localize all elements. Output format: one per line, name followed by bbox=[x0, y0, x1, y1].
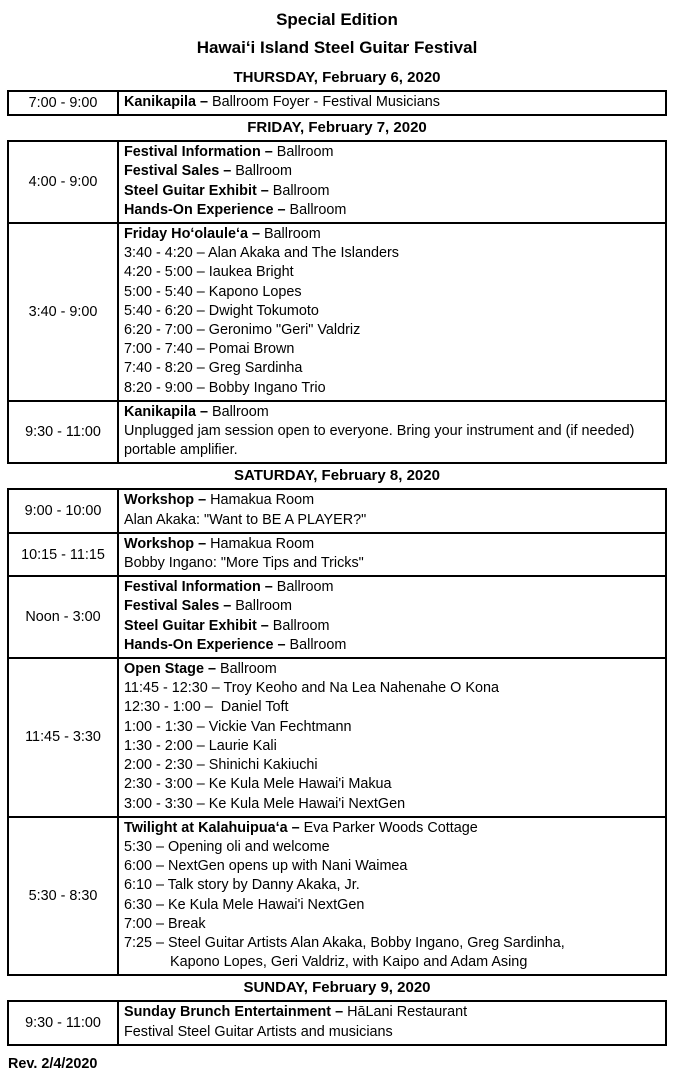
document-subtitle: Hawaiʻi Island Steel Guitar Festival bbox=[196, 38, 478, 57]
event-detail: 7:00 - 7:40 – Pomai Brown bbox=[124, 341, 295, 358]
event-line bbox=[124, 244, 661, 263]
event-line bbox=[124, 321, 661, 340]
schedule-row bbox=[8, 489, 666, 532]
event-line bbox=[124, 340, 661, 359]
event-line bbox=[124, 491, 661, 510]
event-detail: 11:45 - 12:30 – Troy Keoho and Na Lea Nahenahe O Kona bbox=[124, 680, 499, 697]
event-line bbox=[124, 756, 661, 775]
event-line bbox=[124, 775, 661, 794]
day-header: THURSDAY, February 6, 2020 bbox=[233, 69, 441, 86]
event-detail: Ballroom bbox=[231, 163, 292, 180]
event-line bbox=[124, 379, 661, 398]
revision-note: Rev. 2/4/2020 bbox=[8, 1055, 98, 1072]
event-detail: 6:20 - 7:00 – Geronimo "Geri" Valdriz bbox=[124, 322, 361, 339]
event-detail: 2:00 - 2:30 – Shinichi Kakiuchi bbox=[124, 757, 318, 774]
event-detail: Festival Steel Guitar Artists and musicians bbox=[124, 1023, 393, 1040]
event-line bbox=[124, 597, 661, 616]
event-line bbox=[124, 143, 661, 162]
schedule-row bbox=[8, 223, 666, 401]
schedule-row bbox=[8, 533, 666, 576]
event-cell bbox=[118, 1001, 666, 1044]
event-line bbox=[124, 182, 661, 201]
event-cell bbox=[118, 489, 666, 532]
event-detail: Alan Akaka: "Want to BE A PLAYER?" bbox=[124, 511, 367, 528]
event-detail: Kapono Lopes, Geri Valdriz, with Kaipo and Adam Asing bbox=[170, 954, 528, 971]
event-detail: Ballroom bbox=[272, 579, 334, 596]
event-detail: 2:30 - 3:00 – Ke Kula Mele Hawai'i Makua bbox=[124, 776, 392, 793]
event-detail: Bobby Ingano: "More Tips and Tricks" bbox=[124, 555, 364, 572]
event-line bbox=[124, 578, 661, 597]
event-line bbox=[124, 201, 661, 220]
event-detail: 8:20 - 9:00 – Bobby Ingano Trio bbox=[124, 379, 326, 396]
event-detail: Ballroom bbox=[272, 144, 334, 161]
event-cell bbox=[118, 576, 666, 658]
day-header: SATURDAY, February 8, 2020 bbox=[234, 467, 440, 485]
event-detail: 3:40 - 4:20 – Alan Akaka and The Islanders bbox=[124, 245, 399, 262]
event-detail: Unplugged jam session open to everyone. Bring your instrument and (if needed) bbox=[124, 423, 635, 440]
event-title: Kanikapila – bbox=[124, 403, 208, 420]
event-line bbox=[124, 660, 661, 679]
event-line bbox=[124, 162, 661, 181]
event-line bbox=[124, 737, 661, 756]
event-detail: 1:00 - 1:30 – Vickie Van Fechtmann bbox=[124, 718, 352, 735]
event-title: Hands-On Experience – bbox=[124, 201, 286, 218]
event-title: Workshop – bbox=[124, 535, 207, 552]
event-detail: Ballroom bbox=[268, 182, 330, 199]
event-title: Sunday Brunch Entertainment – bbox=[124, 1004, 344, 1021]
event-cell bbox=[118, 91, 666, 115]
schedule-table bbox=[7, 90, 667, 116]
event-detail: 6:00 – NextGen opens up with Nani Waimea bbox=[124, 858, 408, 875]
event-detail: Ballroom bbox=[215, 661, 277, 678]
event-line bbox=[124, 896, 661, 915]
schedule-days bbox=[7, 69, 667, 1046]
event-title: Festival Information – bbox=[124, 144, 273, 161]
event-detail: Ballroom bbox=[207, 403, 269, 420]
event-detail: 6:30 – Ke Kula Mele Hawai'i NextGen bbox=[124, 896, 365, 913]
event-detail: 12:30 - 1:00 – Daniel Toft bbox=[124, 699, 289, 716]
time-cell: 9:30 - 11:00 bbox=[8, 401, 118, 464]
event-line bbox=[124, 934, 661, 953]
event-detail: Ballroom bbox=[285, 201, 347, 218]
time-cell: 10:15 - 11:15 bbox=[8, 533, 118, 576]
event-cell bbox=[118, 401, 666, 464]
event-line bbox=[124, 535, 661, 554]
event-line bbox=[124, 718, 661, 737]
event-title: Open Stage – bbox=[124, 661, 216, 678]
event-detail: 4:20 - 5:00 – Iaukea Bright bbox=[124, 264, 294, 281]
time-cell: 4:00 - 9:00 bbox=[8, 141, 118, 223]
event-line bbox=[124, 915, 661, 934]
event-detail: 7:25 – Steel Guitar Artists Alan Akaka, Bobby Ingano, Greg Sardinha, bbox=[124, 934, 565, 951]
event-line bbox=[124, 795, 661, 814]
event-title: Festival Sales – bbox=[124, 163, 232, 180]
event-detail: Ballroom bbox=[268, 617, 330, 634]
event-detail: Ballroom bbox=[285, 636, 347, 653]
time-cell: 3:40 - 9:00 bbox=[8, 223, 118, 401]
event-detail: 7:40 - 8:20 – Greg Sardinha bbox=[124, 360, 303, 377]
schedule-row bbox=[8, 141, 666, 223]
event-line bbox=[124, 283, 661, 302]
event-line bbox=[124, 857, 661, 876]
event-detail: Ballroom bbox=[259, 226, 321, 243]
event-line bbox=[124, 698, 661, 717]
event-title: Festival Information – bbox=[124, 579, 273, 596]
schedule-row bbox=[8, 576, 666, 658]
event-cell bbox=[118, 533, 666, 576]
time-cell: Noon - 3:00 bbox=[8, 576, 118, 658]
event-detail: 3:00 - 3:30 – Ke Kula Mele Hawai'i NextGen bbox=[124, 795, 406, 812]
event-line bbox=[124, 819, 661, 838]
event-cell bbox=[118, 223, 666, 401]
event-detail: portable amplifier. bbox=[124, 442, 238, 459]
schedule-table bbox=[7, 1000, 667, 1045]
event-title: Kanikapila – bbox=[124, 94, 208, 110]
event-cell bbox=[118, 658, 666, 817]
event-line bbox=[124, 225, 661, 244]
event-detail: Ballroom bbox=[231, 598, 292, 615]
event-title: Friday Hoʻolauleʻa – bbox=[124, 226, 260, 243]
event-detail: HāLani Restaurant bbox=[343, 1004, 468, 1021]
schedule-row bbox=[8, 817, 666, 976]
event-line bbox=[124, 554, 661, 573]
event-line bbox=[124, 953, 661, 972]
time-cell: 9:30 - 11:00 bbox=[8, 1001, 118, 1044]
event-title: Festival Sales – bbox=[124, 598, 232, 615]
event-line bbox=[124, 838, 661, 857]
event-cell bbox=[118, 141, 666, 223]
event-title: Hands-On Experience – bbox=[124, 636, 286, 653]
event-line bbox=[124, 617, 661, 636]
event-line bbox=[124, 422, 661, 441]
event-line bbox=[124, 876, 661, 895]
event-title: Steel Guitar Exhibit – bbox=[124, 182, 269, 199]
event-detail: 5:30 – Opening oli and welcome bbox=[124, 838, 330, 855]
time-cell: 7:00 - 9:00 bbox=[8, 91, 118, 115]
event-line bbox=[124, 403, 661, 422]
time-cell: 11:45 - 3:30 bbox=[8, 658, 118, 817]
event-detail: Hamakua Room bbox=[206, 535, 315, 552]
event-line bbox=[124, 1023, 661, 1042]
event-detail: 6:10 – Talk story by Danny Akaka, Jr. bbox=[124, 877, 360, 894]
schedule-row bbox=[8, 1001, 666, 1044]
event-detail: Eva Parker Woods Cottage bbox=[299, 819, 478, 836]
event-detail: 5:40 - 6:20 – Dwight Tokumoto bbox=[124, 302, 319, 319]
schedule-row bbox=[8, 401, 666, 464]
event-detail: Ballroom Foyer - Festival Musicians bbox=[207, 94, 440, 110]
event-line bbox=[124, 359, 661, 378]
event-detail: Hamakua Room bbox=[206, 492, 315, 509]
event-line bbox=[124, 441, 661, 460]
document-title: Special Edition bbox=[276, 10, 398, 29]
event-detail: 5:00 - 5:40 – Kapono Lopes bbox=[124, 283, 302, 300]
time-cell: 5:30 - 8:30 bbox=[8, 817, 118, 976]
schedule-table bbox=[7, 140, 667, 464]
day-header: FRIDAY, February 7, 2020 bbox=[247, 119, 427, 137]
schedule-row bbox=[8, 91, 666, 115]
time-cell: 9:00 - 10:00 bbox=[8, 489, 118, 532]
event-line bbox=[124, 93, 661, 112]
schedule-row bbox=[8, 658, 666, 817]
event-detail: 7:00 – Break bbox=[124, 915, 206, 932]
event-line bbox=[124, 679, 661, 698]
event-line bbox=[124, 636, 661, 655]
event-line bbox=[124, 302, 661, 321]
event-title: Twilight at Kalahuipuaʻa – bbox=[124, 819, 300, 836]
event-cell bbox=[118, 817, 666, 976]
event-line bbox=[124, 1003, 661, 1022]
event-line bbox=[124, 511, 661, 530]
event-title: Steel Guitar Exhibit – bbox=[124, 617, 269, 634]
schedule-table bbox=[7, 488, 667, 976]
event-line bbox=[124, 263, 661, 282]
event-detail: 1:30 - 2:00 – Laurie Kali bbox=[124, 737, 277, 754]
day-header: SUNDAY, February 9, 2020 bbox=[243, 979, 431, 997]
event-title: Workshop – bbox=[124, 492, 207, 509]
